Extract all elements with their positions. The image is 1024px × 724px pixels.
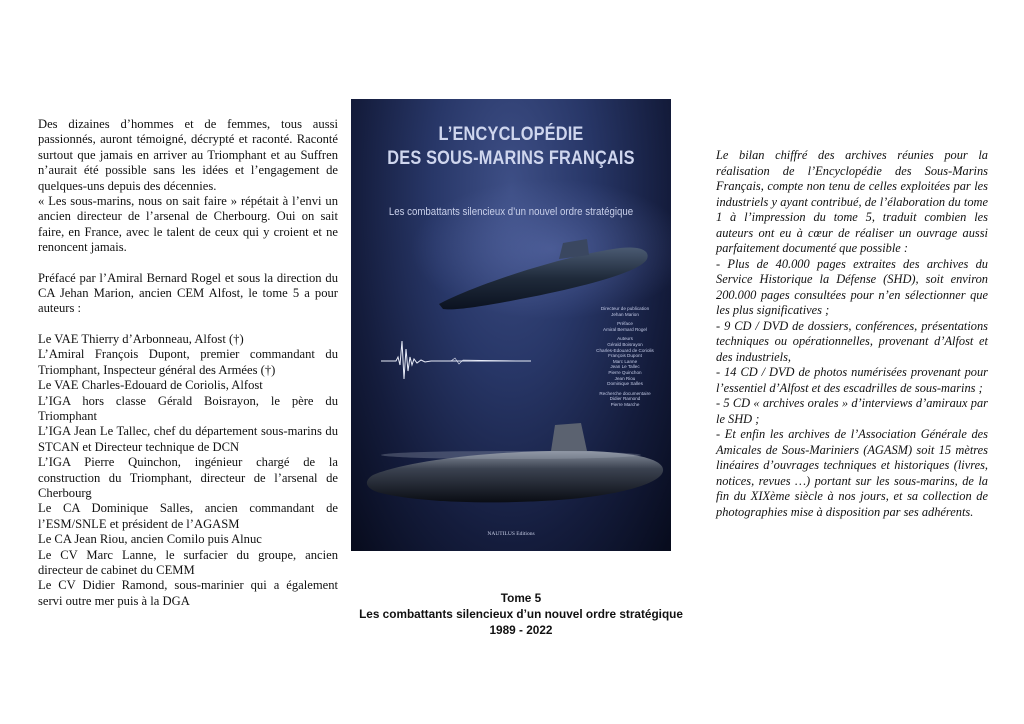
credit-name: Amiral Bernard Rogel [603, 326, 647, 332]
credit-name: Dominique Salles [607, 381, 643, 387]
archive-item: - 9 CD / DVD de dossiers, conférences, présentations techniques ou opérationnelles, provenant d’Alfost et des industriels, [716, 318, 988, 364]
cover-credits [583, 306, 667, 412]
cover-publisher: NAUTILUS Editions [487, 531, 535, 537]
archive-item: - Plus de 40.000 pages extraites des archives du Service Historique la Défense (SHD), soit environ 200.000 pages consultées pour n’en sélectionner que les plus significatives ; [716, 256, 988, 317]
credit-name: Jean Riou [614, 375, 636, 381]
author-item: Le CA Dominique Salles, ancien commandant de l’ESM/SNLE et président de l’AGASM [38, 501, 338, 531]
author-item: Le CV Didier Ramond, sous-marinier qui a également servi outre mer puis à la DGA [38, 578, 338, 608]
left-column [38, 117, 338, 609]
credit-role: Auteurs [617, 336, 633, 342]
caption-title: Les combattants silencieux d’un nouvel ordre stratégique [359, 607, 683, 621]
credit-name: François Dupont [608, 353, 642, 359]
cover-title [373, 123, 648, 171]
author-item: Le CA Jean Riou, ancien Comilo puis Alnuc [38, 532, 262, 547]
credit-name: Pierre Quinchon [608, 369, 642, 375]
submarine-lower-icon [367, 423, 663, 502]
author-item: L’IGA hors classe Gérald Boisrayon, le père du Triomphant [38, 393, 338, 423]
cover-title-line: DES SOUS-MARINS FRANÇAIS [387, 148, 635, 169]
archives-intro: Le bilan chiffré des archives réunies pour la réalisation de l’Encyclopédie des Sous-Marins Français, compte non tenu de celles exploitées par les industriels y ayant contribué, de l’élaboration du tome 1 à l’impression du tome 5, traduit combien les auteurs ont eu à cœur de réaliser un ouvrage aussi parfaitement documenté que possible : [716, 148, 988, 255]
credit-block-director [583, 306, 667, 317]
credit-role: Recherche documentaire [599, 390, 651, 396]
cover-title-line: L’ENCYCLOPÉDIE [438, 124, 584, 145]
author-item: Le VAE Charles-Edouard de Coriolis, Alfost [38, 378, 263, 393]
credit-block-research [583, 391, 667, 408]
credit-name: Didier Ramond [609, 396, 641, 402]
credit-name: Pierre Marche [610, 401, 640, 407]
cover-caption [351, 590, 691, 638]
credit-name: Gérald Boisrayon [607, 341, 643, 347]
credit-block-authors [583, 336, 667, 386]
author-item: L’Amiral François Dupont, premier commandant du Triomphant, Inspecteur général des Armées (†) [38, 347, 338, 377]
caption-volume: Tome 5 [500, 591, 542, 605]
author-item: Le CV Marc Lanne, le surfacier du groupe, ancien directeur de cabinet du CEMM [38, 547, 338, 577]
credit-role: Directeur de publication [600, 306, 650, 311]
archive-item: - 5 CD « archives orales » d’interviews d’amiraux par le SHD ; [716, 396, 988, 426]
intro-paragraph: Des dizaines d’hommes et de femmes, tous aussi passionnés, auront témoigné, décrypté et raconté. Raconté surtout que jamais en arriver au Triomphant et au Suffren n’aurait été possible sans les idées et l’engagement de quelques-uns depuis des décennies. [38, 117, 338, 193]
credit-name: Jehan Marion [611, 311, 639, 317]
quote-paragraph: « Les sous-marins, nous on sait faire » répétait à l’envi un ancien directeur de l’arsenal de Cherbourg. Oui on sait faire, en France, avec le talent de ceux qui y croient et ne renoncent jamais. [38, 194, 338, 255]
cover-subtitle: Les combattants silencieux d’un nouvel ordre stratégique [388, 206, 634, 218]
right-column [716, 148, 988, 520]
author-item: Le VAE Thierry d’Arbonneau, Alfost (†) [38, 331, 244, 346]
credit-role: Préface [617, 321, 633, 327]
archive-item: - 14 CD / DVD de photos numérisées provenant pour l’essentiel d’Alfost et des escadrilles de sous-marins ; [716, 365, 988, 395]
sonar-wave-icon [381, 341, 531, 379]
caption-years: 1989 - 2022 [489, 623, 553, 637]
author-item: L’IGA Jean Le Tallec, chef du département sous-marins du STCAN et Directeur technique de DCN [38, 424, 338, 454]
book-cover [351, 99, 671, 551]
preface-paragraph: Préfacé par l’Amiral Bernard Rogel et sous la direction du CA Jehan Marion, ancien CEM Alfost, le tome 5 a pour auteurs : [38, 270, 338, 316]
archive-item: - Et enfin les archives de l’Association Générale des Amicales de Sous-Mariniers (AGASM) soit 15 mètres linéaires d’ouvrages techniques et historiques (livres, notices, revues …) portant sur les sous-marins, de la fin du XIXème siècle à nos jours, et sa collection de photographies mise à disposition par ses adhérents. [716, 427, 988, 519]
credit-name: Jean Le Tallec [610, 364, 640, 370]
credit-block-preface [583, 321, 667, 332]
credit-name: Marc Lanne [612, 358, 638, 364]
author-item: L’IGA Pierre Quinchon, ingénieur chargé de la construction du Triomphant, directeur de l’arsenal de Cherbourg [38, 455, 338, 500]
credit-name: Charles-Edouard de Coriolis [596, 347, 654, 353]
